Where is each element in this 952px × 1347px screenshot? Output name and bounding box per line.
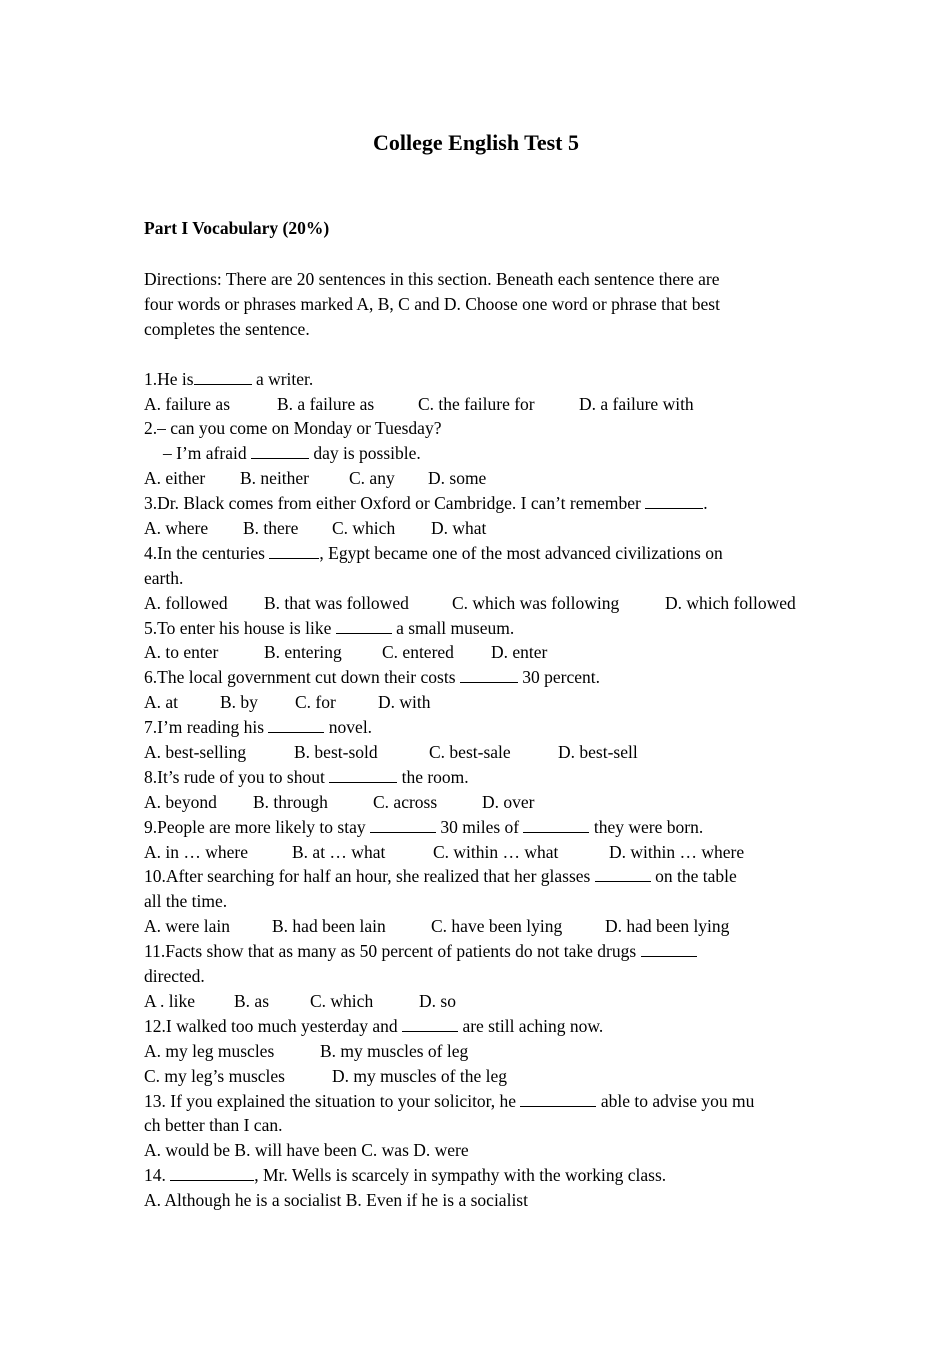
option: C. the failure for [418, 393, 535, 414]
question-6: 6.The local government cut down their costs 30 percent. [144, 667, 601, 688]
directions-line: four words or phrases marked A, B, C and D. Choose one word or phrase that best [144, 293, 720, 314]
question-13: 13. If you explained the situation to your solicitor, he able to advise you mu [144, 1090, 755, 1111]
option: B. that was followed [264, 592, 409, 613]
option: C. within … what [433, 841, 559, 862]
option: A. at [144, 692, 179, 713]
option: D. a failure with [579, 393, 694, 414]
options-1 [144, 392, 809, 417]
option: A . like [144, 990, 196, 1011]
question-13-cont: ch better than I can. [144, 1115, 283, 1136]
option: B. my muscles of leg [320, 1040, 469, 1061]
answer-blank [595, 867, 651, 882]
options-10 [144, 914, 809, 939]
option: C. which [310, 990, 374, 1011]
option: B. as [234, 990, 269, 1011]
answer-blank [370, 818, 436, 833]
answer-blank [329, 768, 397, 783]
options-6 [144, 690, 809, 715]
option: B. by [220, 692, 258, 713]
option: A. either [144, 468, 206, 489]
question-7: 7.I’m reading his novel. [144, 717, 373, 738]
options-2 [144, 466, 809, 491]
option: B. entering [264, 642, 342, 663]
option: D. which followed [665, 592, 796, 613]
option: C. any [349, 468, 395, 489]
answer-blank [194, 370, 252, 385]
options-14: A. Although he is a socialist B. Even if he is a socialist [144, 1190, 528, 1211]
option: C. my leg’s muscles [144, 1065, 285, 1086]
options-8 [144, 790, 809, 815]
option: C. best-sale [429, 742, 511, 763]
question-2: 2.– can you come on Monday or Tuesday? [144, 418, 442, 439]
option: A. to enter [144, 642, 219, 663]
option: B. there [243, 518, 299, 539]
answer-blank [645, 494, 703, 509]
option: A. where [144, 518, 209, 539]
option: D. over [482, 791, 535, 812]
option: D. within … where [609, 841, 745, 862]
question-11: 11.Facts show that as many as 50 percent of patients do not take drugs [144, 939, 809, 964]
answer-blank [460, 668, 518, 683]
answer-blank [269, 544, 319, 559]
spacer [144, 342, 809, 367]
option: D. my muscles of the leg [332, 1065, 507, 1086]
option: B. had been lain [272, 916, 386, 937]
options-4 [144, 591, 809, 616]
option: A. my leg muscles [144, 1040, 275, 1061]
option: A. beyond [144, 791, 217, 812]
option: B. through [253, 791, 328, 812]
option: C. for [295, 692, 336, 713]
option: D. with [378, 692, 431, 713]
option: C. which was following [452, 592, 620, 613]
option: D. enter [491, 642, 548, 663]
option: A. followed [144, 592, 228, 613]
question-10: 10.After searching for half an hour, she realized that her glasses on the table [144, 866, 737, 887]
option: C. have been lying [431, 916, 563, 937]
question-14: 14. , Mr. Wells is scarcely in sympathy with the working class. [144, 1165, 667, 1186]
options-9 [144, 840, 809, 865]
option: A. in … where [144, 841, 249, 862]
options-13: A. would be B. will have been C. was D. were [144, 1140, 469, 1161]
question-4-cont: earth. [144, 567, 184, 588]
option: C. entered [382, 642, 454, 663]
document-body [144, 267, 809, 1213]
answer-blank [523, 818, 589, 833]
directions-line: completes the sentence. [144, 318, 310, 339]
option: A. were lain [144, 916, 231, 937]
answer-blank [268, 718, 324, 733]
question-8: 8.It’s rude of you to shout the room. [144, 766, 469, 787]
options-5 [144, 640, 809, 665]
options-7 [144, 740, 809, 765]
page-title: College English Test 5 [373, 130, 579, 155]
option: D. some [428, 468, 487, 489]
question-3: 3.Dr. Black comes from either Oxford or Cambridge. I can’t remember . [144, 493, 708, 514]
answer-blank [520, 1092, 596, 1107]
answer-blank [251, 444, 309, 459]
option: B. best-sold [294, 742, 378, 763]
question-10-cont: all the time. [144, 891, 228, 912]
options-11 [144, 989, 809, 1014]
question-2-reply: – I’m afraid day is possible. [163, 443, 421, 464]
question-1: 1.He is a writer. [144, 368, 314, 389]
option: B. at … what [292, 841, 386, 862]
answer-blank [336, 619, 392, 634]
question-11-cont: directed. [144, 966, 205, 987]
option: D. so [419, 990, 456, 1011]
answer-blank [402, 1017, 458, 1032]
answer-blank [641, 942, 697, 957]
option: D. what [431, 518, 487, 539]
option: D. had been lying [605, 916, 730, 937]
option: C. across [373, 791, 438, 812]
answer-blank [170, 1166, 254, 1181]
option: B. neither [240, 468, 310, 489]
options-12a [144, 1039, 809, 1064]
options-3 [144, 516, 809, 541]
option: D. best-sell [558, 742, 638, 763]
question-12: 12.I walked too much yesterday and are still aching now. [144, 1015, 604, 1036]
options-12b [144, 1064, 809, 1089]
option: C. which [332, 518, 396, 539]
option: B. a failure as [277, 393, 375, 414]
question-4: 4.In the centuries , Egypt became one of the most advanced civilizations on [144, 542, 723, 563]
question-9: 9.People are more likely to stay 30 miles of they were born. [144, 816, 704, 837]
directions-line: Directions: There are 20 sentences in this section. Beneath each sentence there are [144, 269, 720, 289]
question-5: 5.To enter his house is like a small museum. [144, 617, 515, 638]
option: A. failure as [144, 393, 231, 414]
part-heading: Part I Vocabulary (20%) [144, 218, 330, 238]
option: A. best-selling [144, 742, 247, 763]
